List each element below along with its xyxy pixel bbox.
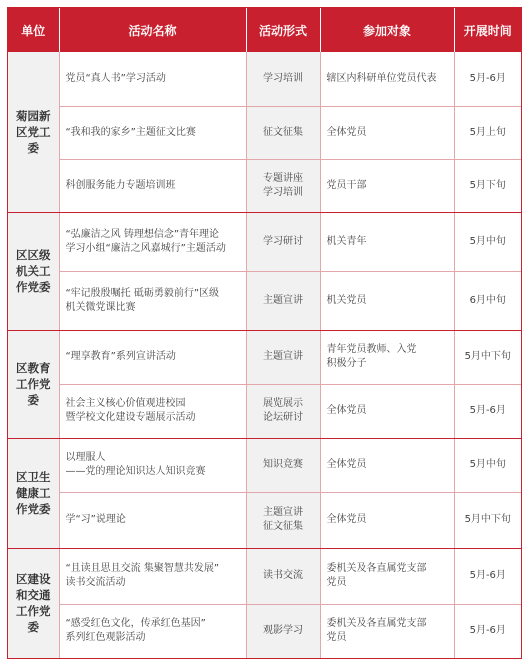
activity-form-cell: 读书交流 xyxy=(246,548,320,604)
header-activity-form: 活动形式 xyxy=(246,8,320,52)
time-cell: 5月-6月 xyxy=(454,52,521,106)
activity-form-cell: 主题宣讲 征文征集 xyxy=(246,492,320,548)
participants-cell: 党员干部 xyxy=(320,159,454,212)
header-unit: 单位 xyxy=(8,8,59,52)
participants-cell: 委机关及各直属党支部 党员 xyxy=(320,548,454,604)
participants-cell: 全体党员 xyxy=(320,492,454,548)
participants-cell: 辖区内科研单位党员代表 xyxy=(320,52,454,106)
header-time: 开展时间 xyxy=(454,8,521,52)
header-activity-name: 活动名称 xyxy=(59,8,246,52)
activity-name-cell: “我和我的家乡”主题征文比赛 xyxy=(59,106,246,159)
unit-cell: 区区级机关工作党委 xyxy=(8,212,59,330)
participants-cell: 机关党员 xyxy=(320,271,454,330)
participants-cell: 全体党员 xyxy=(320,384,454,438)
activity-name-cell: “弘廉洁之风 铸理想信念”青年理论 学习小组“廉洁之风嘉城行”主题活动 xyxy=(59,212,246,271)
time-cell: 5月中下旬 xyxy=(454,492,521,548)
table-row xyxy=(8,604,521,658)
time-cell: 5月下旬 xyxy=(454,159,521,212)
unit-cell: 区教育工作党委 xyxy=(8,330,59,438)
activity-name-cell: “且读且思且交流 集聚智慧共发展” 读书交流活动 xyxy=(59,548,246,604)
activity-table xyxy=(8,8,521,659)
participants-cell: 全体党员 xyxy=(320,106,454,159)
activity-form-cell: 知识竞赛 xyxy=(246,438,320,492)
time-cell: 5月-6月 xyxy=(454,384,521,438)
header-participants: 参加对象 xyxy=(320,8,454,52)
time-cell: 5月中下旬 xyxy=(454,330,521,384)
table-row xyxy=(8,548,521,604)
activity-name-cell: 党员“真人书”学习活动 xyxy=(59,52,246,106)
time-cell: 5月中旬 xyxy=(454,438,521,492)
activity-form-cell: 学习培训 xyxy=(246,52,320,106)
table-row xyxy=(8,438,521,492)
unit-cell: 区卫生健康工作党委 xyxy=(8,438,59,548)
table-row xyxy=(8,271,521,330)
activity-form-cell: 观影学习 xyxy=(246,604,320,658)
table-row xyxy=(8,106,521,159)
unit-cell: 菊园新区党工委 xyxy=(8,52,59,212)
table-row xyxy=(8,159,521,212)
activity-form-cell: 主题宣讲 xyxy=(246,330,320,384)
table-header-row xyxy=(8,8,521,52)
time-cell: 5月-6月 xyxy=(454,548,521,604)
table-row xyxy=(8,212,521,271)
table-row xyxy=(8,384,521,438)
activity-form-cell: 征文征集 xyxy=(246,106,320,159)
participants-cell: 全体党员 xyxy=(320,438,454,492)
activity-name-cell: 社会主义核心价值观进校园 暨学校文化建设专题展示活动 xyxy=(59,384,246,438)
activity-name-cell: “理享教育”系列宣讲活动 xyxy=(59,330,246,384)
activity-form-cell: 学习研讨 xyxy=(246,212,320,271)
participants-cell: 委机关及各直属党支部 党员 xyxy=(320,604,454,658)
activity-name-cell: 以理服人 ——党的理论知识达人知识竞赛 xyxy=(59,438,246,492)
table-row xyxy=(8,492,521,548)
participants-cell: 机关青年 xyxy=(320,212,454,271)
activity-form-cell: 主题宣讲 xyxy=(246,271,320,330)
activity-name-cell: 学“习”说理论 xyxy=(59,492,246,548)
participants-cell: 青年党员教师、入党 积极分子 xyxy=(320,330,454,384)
time-cell: 6月中旬 xyxy=(454,271,521,330)
activity-name-cell: “牢记殷殷嘱托 砥砺勇毅前行”区级 机关微党课比赛 xyxy=(59,271,246,330)
time-cell: 5月-6月 xyxy=(469,625,506,637)
unit-cell: 区建设和交通工作党委 xyxy=(8,548,59,658)
time-cell: 5月上旬 xyxy=(454,106,521,159)
activity-name-cell: 科创服务能力专题培训班 xyxy=(59,159,246,212)
activity-name-cell: “感受红色文化，传承红色基因” 系列红色观影活动 xyxy=(59,604,246,658)
activity-table-container xyxy=(7,7,522,659)
time-cell: 5月中旬 xyxy=(454,212,521,271)
table-row xyxy=(8,52,521,106)
table-row xyxy=(8,330,521,384)
activity-form-cell: 展览展示 论坛研讨 xyxy=(246,384,320,438)
activity-form-cell: 专题讲座 学习培训 xyxy=(246,159,320,212)
